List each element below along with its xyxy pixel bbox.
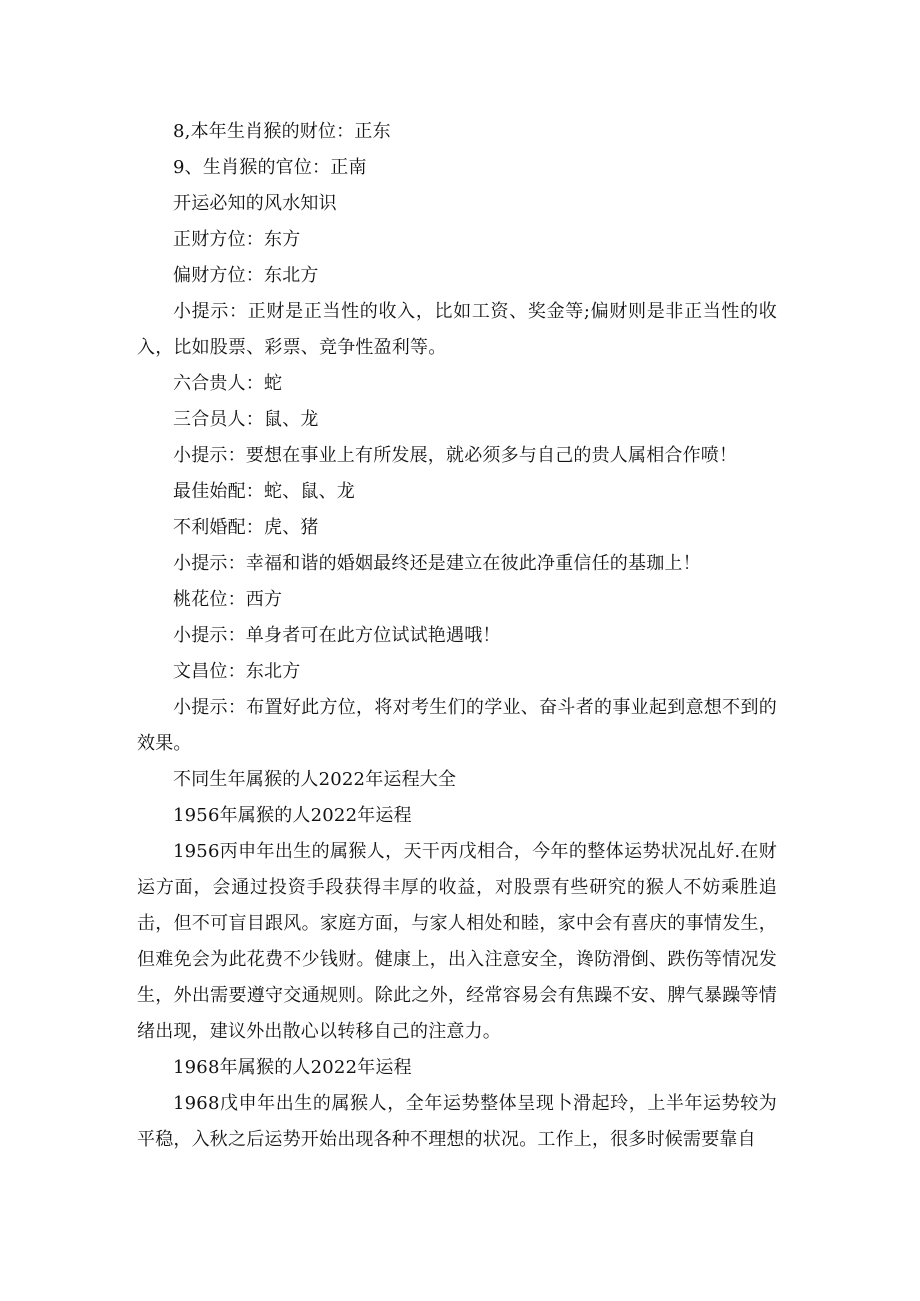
paragraph-tip-career: 小提示：要想在事业上有所发展，就必须多与自己的贵人属相合作喷！ [173, 445, 738, 466]
paragraph-section-title: 不同生年属猴的人2022年运程大全 [173, 769, 457, 790]
paragraph-wenchang: 文昌位：东北方 [173, 661, 301, 682]
paragraph-1956-heading: 1956年属猴的人2022年运程 [173, 805, 412, 826]
paragraph-bad-match: 不利婚配：虎、猪 [173, 517, 319, 538]
paragraph-best-match: 最佳始配：蛇、鼠、龙 [173, 481, 355, 502]
paragraph-1956-body: 1956丙申年出生的属猴人，天干丙戊相合，今年的整体运势状况乩好.在财运方面，会通过投资手段获得丰厚的收益，对股票有些研究的猴人不妨乘胜追击，但不可盲目跟风。家庭方面，与家人相处和睦，家中会有喜庆的事情发生，但难免会为此花费不少钱财。健康上，出入注意安全，谗防滑倒、跌伤等情况发生，外出需要遵守交通规则。除此之外，经常容易会有焦躁不安、脾气暴躁等情绪出现，建议外出散心以转移自己的注意力。 [137, 841, 777, 1042]
paragraph-sanhe: 三合员人：鼠、龙 [173, 409, 319, 430]
paragraph-liuhe: 六合贵人：蛇 [173, 373, 283, 394]
paragraph-tip-marriage: 小提示：幸福和谐的婚姻最终还是建立在彼此净重信任的基珈上！ [173, 553, 701, 574]
document-body [137, 114, 777, 1158]
paragraph-peach-position: 桃花位：西方 [173, 589, 283, 610]
paragraph-official-position: 9、生肖猴的官位：正南 [173, 157, 367, 178]
paragraph-1968-heading: 1968年属猴的人2022年运程 [173, 1057, 412, 1078]
paragraph-side-wealth: 偏财方位：东北方 [173, 265, 319, 286]
paragraph-tip-wealth: 小提示：正财是正当性的收入，比如工资、奖金等;偏财则是非正当性的收入，比如股票、彩票、竞争性盈利等。 [137, 301, 777, 358]
paragraph-tip-single: 小提示：单身者可在此方位试试艳遇哦！ [173, 625, 501, 646]
paragraph-wealth-position: 8,本年生肖猴的财位：正东 [173, 121, 391, 142]
paragraph-1968-body: 1968戊申年出生的属猴人，全年运势整体呈现卜滑起玲，上半年运势较为平稳，入秋之后运势开始出现各种不理想的状况。工作上，很多时候需要靠自 [137, 1093, 777, 1150]
paragraph-fengshui-heading: 开运必知的风水知识 [173, 193, 337, 214]
paragraph-tip-study: 小提示：布置好此方位，将对考生们的学业、奋斗者的事业起到意想不到的效果。 [137, 697, 777, 754]
paragraph-main-wealth: 正财方位：东方 [173, 229, 301, 250]
